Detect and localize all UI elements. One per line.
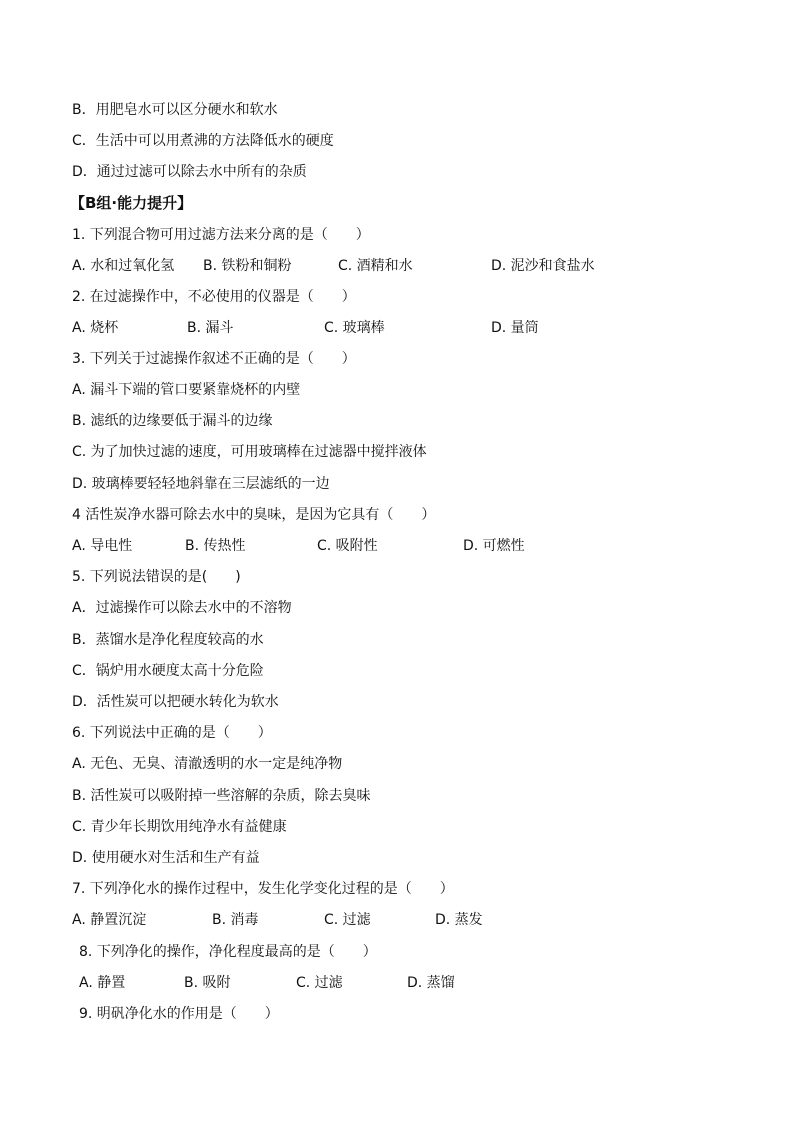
question-8-option-b: B. 吸附 — [184, 975, 231, 991]
question-1-option-b: B. 铁粉和铜粉 — [203, 258, 292, 274]
question-5-option-a: A．过滤操作可以除去水中的不溶物 — [72, 600, 292, 616]
question-7-option-d: D. 蒸发 — [435, 912, 483, 928]
question-1-stem: 1. 下列混合物可用过滤方法来分离的是（ ） — [72, 227, 370, 243]
question-2-option-d: D. 量筒 — [491, 320, 539, 336]
question-2-stem: 2. 在过滤操作中，不必使用的仪器是（ ） — [72, 289, 356, 305]
carryover-option-c: C．生活中可以用煮沸的方法降低水的硬度 — [72, 133, 334, 149]
question-2-option-c: C. 玻璃棒 — [324, 320, 385, 336]
question-4-option-c: C. 吸附性 — [317, 538, 378, 554]
question-6-option-d: D. 使用硬水对生活和生产有益 — [72, 850, 260, 866]
question-6-option-c: C. 青少年长期饮用纯净水有益健康 — [72, 819, 287, 835]
question-4-option-b: B. 传热性 — [185, 538, 246, 554]
question-1-option-d: D. 泥沙和食盐水 — [491, 258, 595, 274]
question-6-stem: 6. 下列说法中正确的是（ ） — [72, 725, 272, 741]
question-5-option-c: C．锅炉用水硬度太高十分危险 — [72, 663, 264, 679]
question-7-option-a: A. 静置沉淀 — [72, 912, 147, 928]
question-3-stem: 3. 下列关于过滤操作叙述不正确的是（ ） — [72, 351, 356, 367]
carryover-option-d: D．通过过滤可以除去水中所有的杂质 — [72, 164, 307, 180]
question-1-option-a: A. 水和过氧化氢 — [72, 258, 175, 274]
question-4-option-d: D. 可燃性 — [463, 538, 525, 554]
question-1-option-c: C. 酒精和水 — [338, 258, 413, 274]
question-3-option-d: D. 玻璃棒要轻轻地斜靠在三层滤纸的一边 — [72, 476, 330, 492]
question-8-stem: 8. 下列净化的操作，净化程度最高的是（ ） — [79, 944, 377, 960]
question-4-option-a: A. 导电性 — [72, 538, 133, 554]
question-5-option-b: B．蒸馏水是净化程度较高的水 — [72, 632, 264, 648]
question-2-option-a: A. 烧杯 — [72, 320, 119, 336]
question-3-option-b: B. 滤纸的边缘要低于漏斗的边缘 — [72, 413, 273, 429]
question-3-option-a: A. 漏斗下端的管口要紧靠烧杯的内壁 — [72, 382, 301, 398]
question-8-option-c: C. 过滤 — [296, 975, 343, 991]
question-9-stem: 9. 明矾净化水的作用是（ ） — [79, 1006, 279, 1022]
question-6-option-a: A. 无色、无臭、清澈透明的水一定是纯净物 — [72, 756, 343, 772]
question-8-option-d: D. 蒸馏 — [407, 975, 455, 991]
question-7-option-c: C. 过滤 — [324, 912, 371, 928]
question-5-option-d: D．活性炭可以把硬水转化为软水 — [72, 694, 279, 710]
question-7-stem: 7. 下列净化水的操作过程中，发生化学变化过程的是（ ） — [72, 881, 454, 897]
question-3-option-c: C. 为了加快过滤的速度，可用玻璃棒在过滤器中搅拌液体 — [72, 444, 427, 460]
question-5-stem: 5. 下列说法错误的是( ) — [72, 569, 241, 585]
section-title: 【B组·能力提升】 — [70, 194, 193, 212]
question-4-stem: 4 活性炭净水器可除去水中的臭味，是因为它具有（ ） — [72, 507, 436, 523]
question-7-option-b: B. 消毒 — [212, 912, 259, 928]
question-6-option-b: B. 活性炭可以吸附掉一些溶解的杂质，除去臭味 — [72, 788, 371, 804]
carryover-option-b: B．用肥皂水可以区分硬水和软水 — [72, 102, 278, 118]
question-2-option-b: B. 漏斗 — [187, 320, 234, 336]
question-8-option-a: A. 静置 — [79, 975, 126, 991]
